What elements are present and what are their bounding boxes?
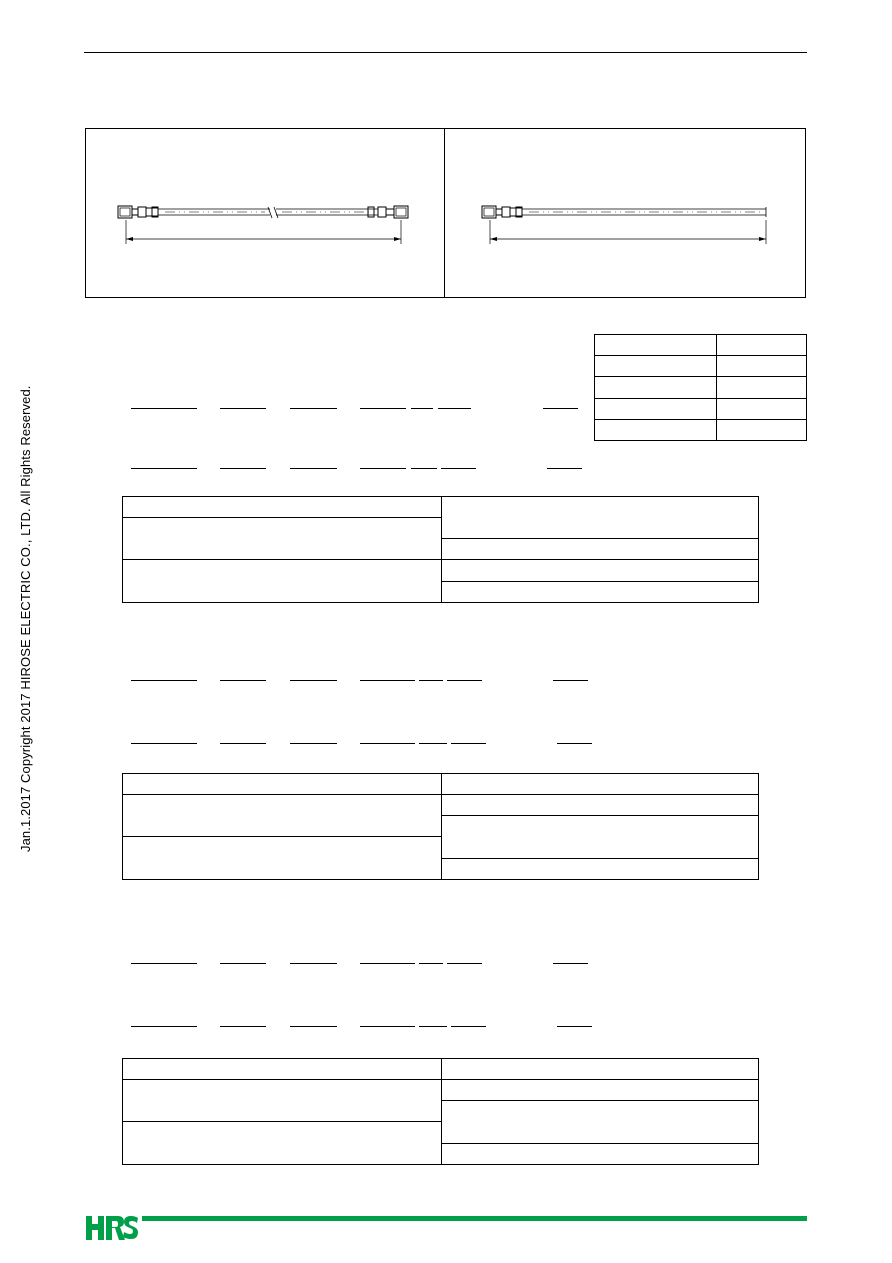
- copyright-text: Jan.1.2017 Copyright 2017 HIROSE ELECTRIC CO., LTD. All Rights Reserved.: [18, 385, 33, 852]
- spec-table-1: [122, 496, 759, 603]
- cable-drawing-single-ended: [474, 198, 784, 248]
- spec-table-3: [122, 1058, 759, 1165]
- footer-brand-bar: [142, 1216, 807, 1221]
- spec-table-2: [122, 773, 759, 880]
- cable-drawing-double-ended: [110, 198, 420, 248]
- small-spec-table: [594, 334, 807, 441]
- hrs-logo: [84, 1212, 140, 1244]
- header-rule: [84, 52, 807, 53]
- figure-divider: [444, 128, 445, 298]
